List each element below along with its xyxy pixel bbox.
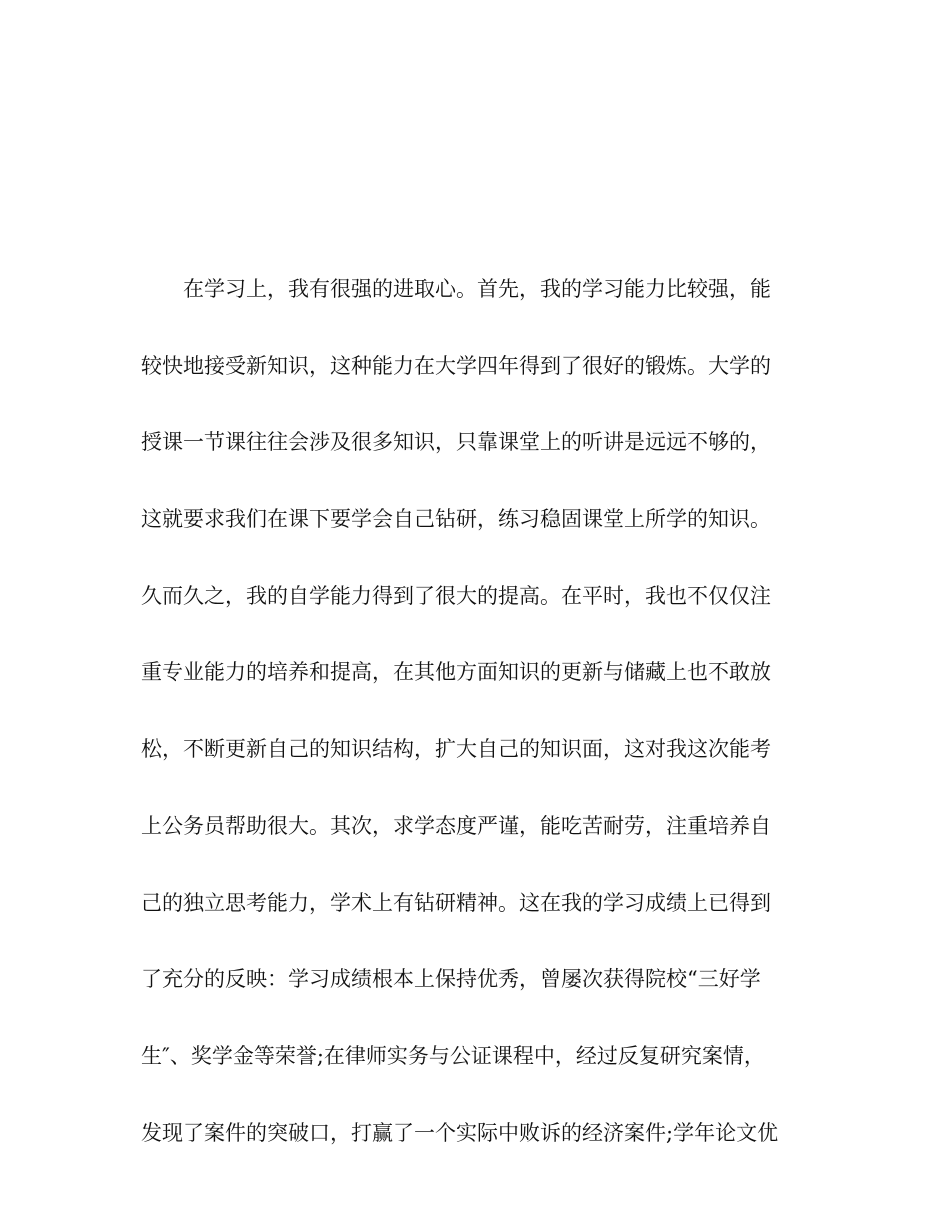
paragraph-line: 发现了案件的突破口，打赢了一个实际中败诉的经济案件;学年论文优 xyxy=(141,1120,779,1145)
paragraph-line: 上公务员帮助很大。其次，求学态度严谨，能吃苦耐劳，注重培养自 xyxy=(141,813,771,838)
paragraph-line: 在学习上，我有很强的进取心。首先，我的学习能力比较强，能 xyxy=(183,277,771,301)
paragraph-line: 授课一节课往往会涉及很多知识，只靠课堂上的听讲是远远不够的， xyxy=(141,430,771,455)
paragraph-line: 松，不断更新自己的知识结构，扩大自己的知识面，这对我这次能考 xyxy=(141,737,771,762)
paragraph-line: 这就要求我们在课下要学会自己钻研，练习稳固课堂上所学的知识。 xyxy=(141,507,771,532)
paragraph-line: 己的独立思考能力，学术上有钻研精神。这在我的学习成绩上已得到 xyxy=(141,890,771,915)
paragraph-line: 生″、奖学金等荣誉;在律师实务与公证课程中，经过反复研究案情， xyxy=(141,1043,765,1068)
paragraph-line: 较快地接受新知识，这种能力在大学四年得到了很好的锻炼。大学的 xyxy=(141,353,771,378)
paragraph-line: 了充分的反映：学习成绩根本上保持优秀，曾屡次获得院校“三好学 xyxy=(141,967,761,992)
body-paragraph xyxy=(141,271,809,1191)
paragraph-line: 久而久之，我的自学能力得到了很大的提高。在平时，我也不仅仅注 xyxy=(141,583,771,608)
paragraph-line: 重专业能力的培养和提高，在其他方面知识的更新与储藏上也不敢放 xyxy=(141,660,771,685)
